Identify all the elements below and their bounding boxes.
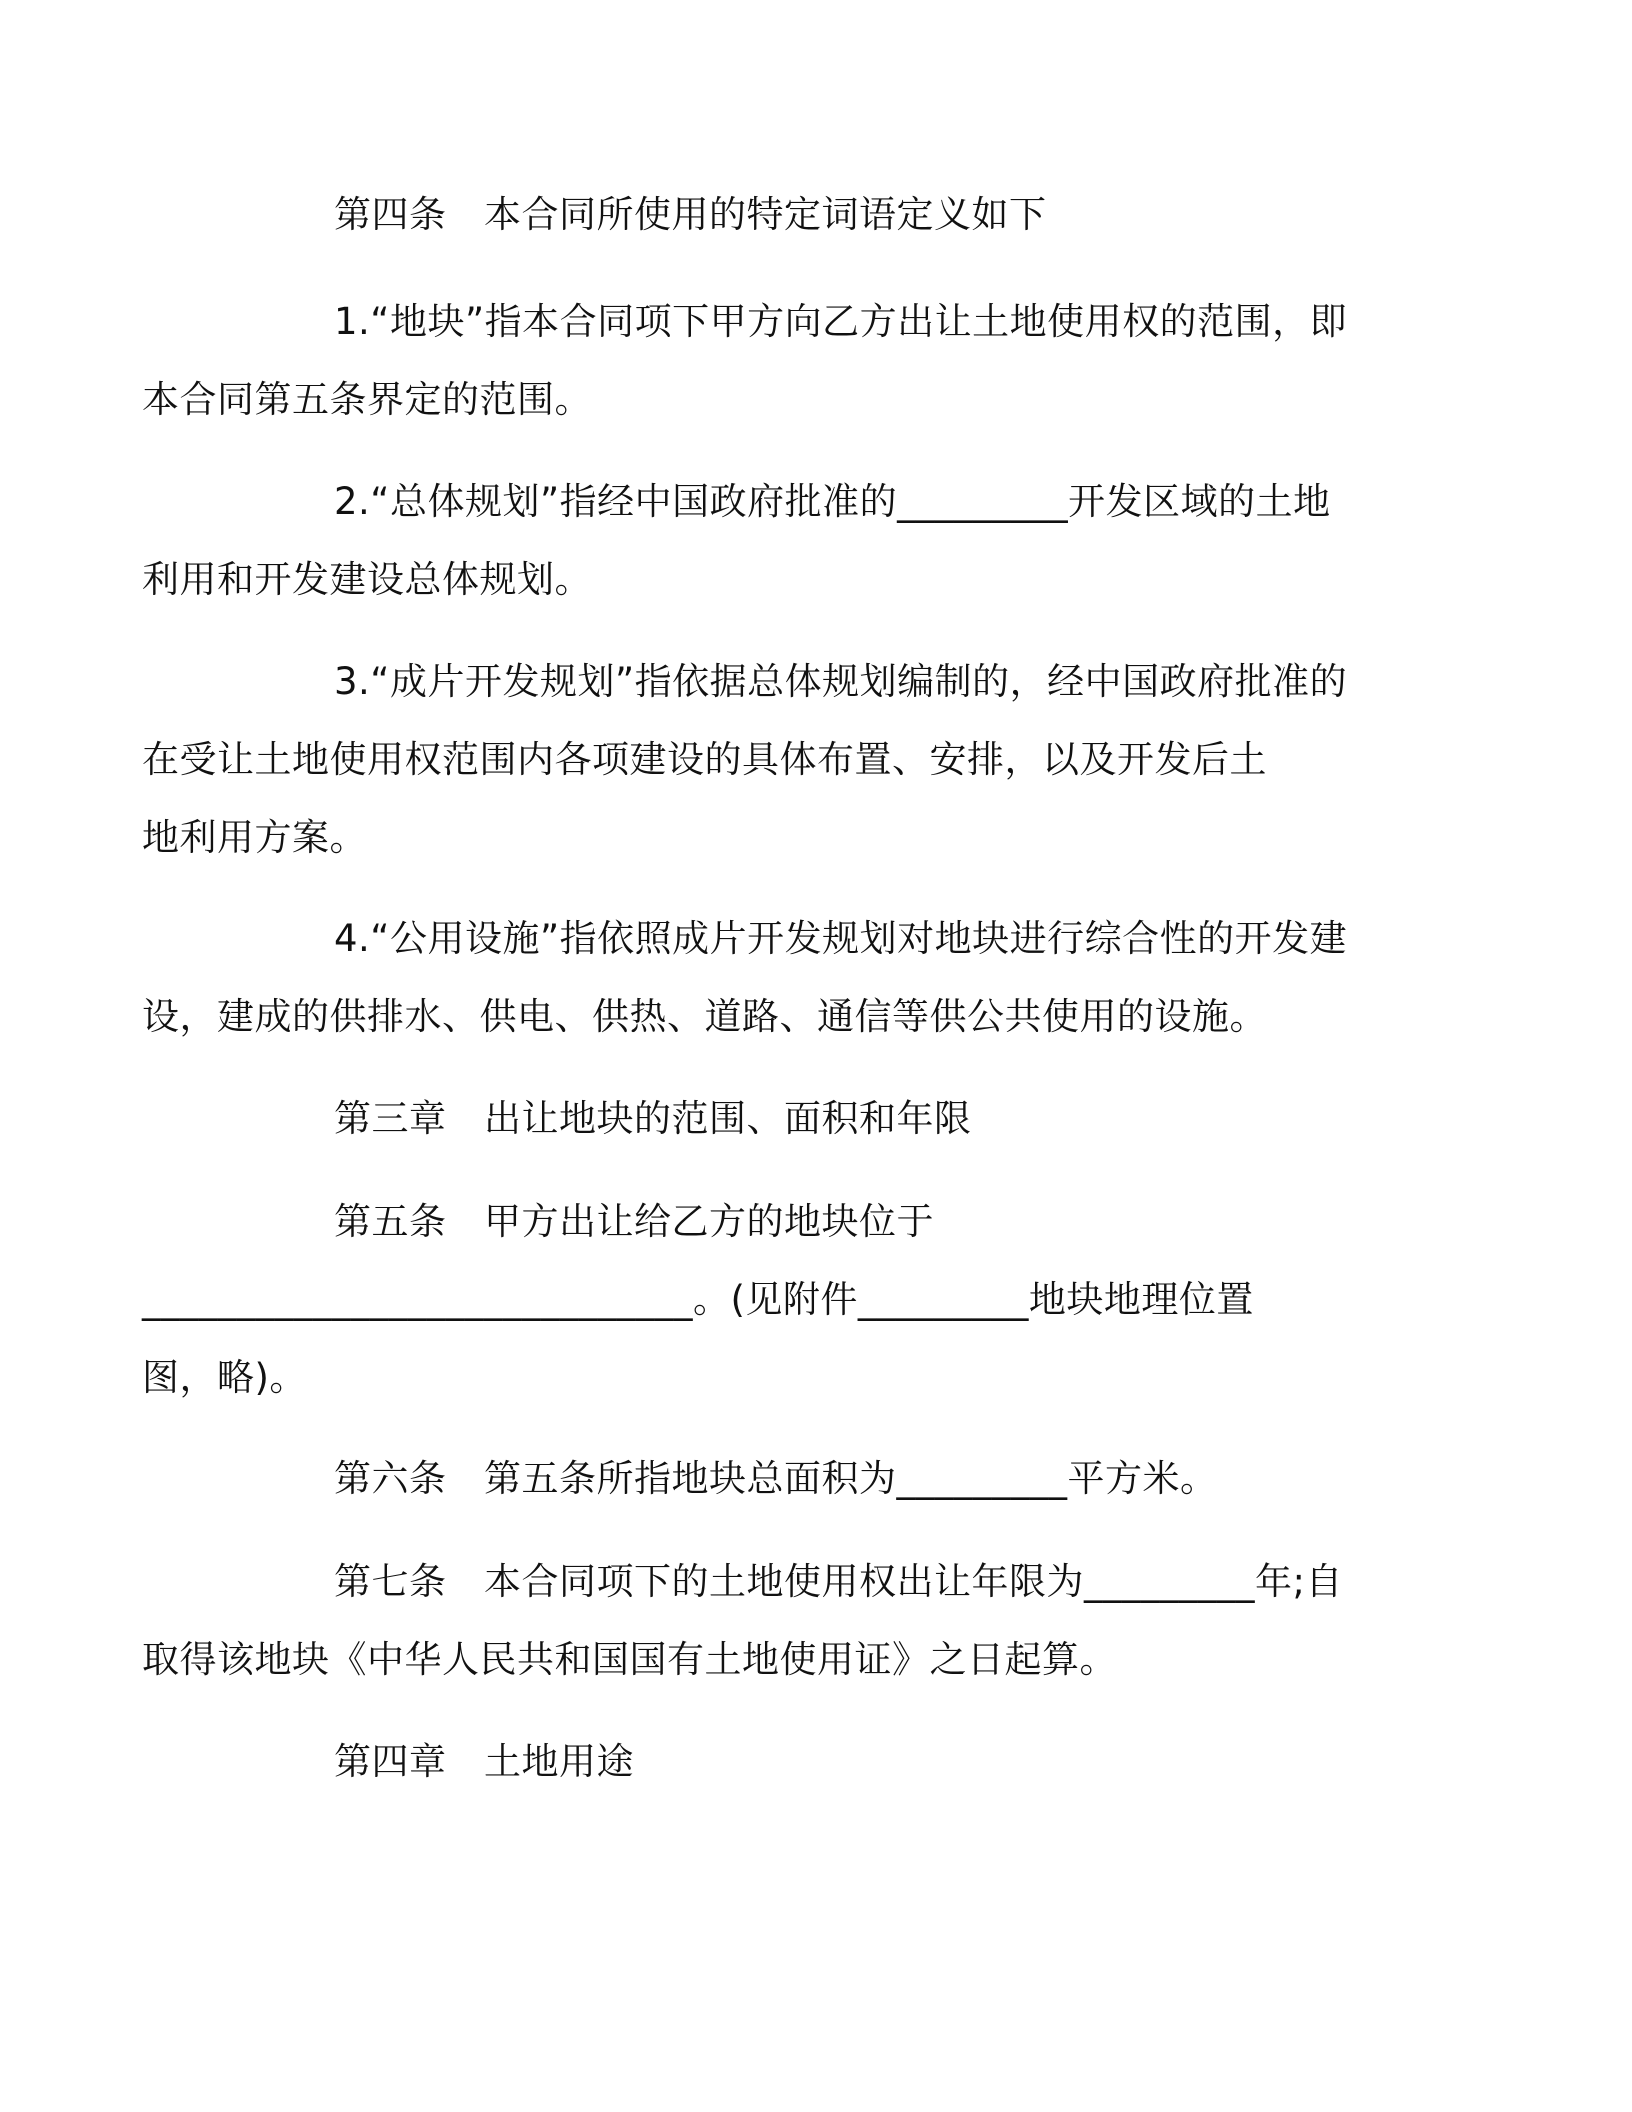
chapter-3-heading — [238, 1080, 1378, 1158]
text-line: 图，略)。 — [142, 1356, 307, 1399]
text-line: 第六条 第五条所指地块总面积为_________平方米。 — [334, 1457, 1218, 1500]
text-line: 设，建成的供排水、供电、供热、道路、通信等供公共使用的设施。 — [142, 995, 1267, 1038]
text-line: 地利用方案。 — [142, 816, 367, 859]
text-line: 本合同第五条界定的范围。 — [142, 378, 592, 421]
text-line: 1.“地块”指本合同项下甲方向乙方出让土地使用权的范围，即 — [334, 300, 1348, 343]
article-7 — [142, 1543, 1378, 1699]
text-line: 取得该地块《中华人民共和国国有土地使用证》之日起算。 — [142, 1638, 1117, 1681]
text-line: 第四条 本合同所使用的特定词语定义如下 — [334, 193, 1047, 236]
text-line: 3.“成片开发规划”指依据总体规划编制的，经中国政府批准的 — [334, 660, 1348, 703]
text-line: 4.“公用设施”指依照成片开发规划对地块进行综合性的开发建 — [334, 917, 1348, 960]
text-line: 第五条 甲方出让给乙方的地块位于 — [334, 1200, 934, 1243]
definition-3 — [142, 643, 1378, 877]
article-6 — [238, 1440, 1378, 1518]
chapter-4-heading — [238, 1723, 1378, 1801]
article-5 — [142, 1183, 1378, 1417]
definition-2 — [142, 463, 1378, 619]
text-line: 利用和开发建设总体规划。 — [142, 558, 592, 601]
text-line: 第三章 出让地块的范围、面积和年限 — [334, 1097, 972, 1140]
text-line: _____________________________。(见附件_________地块地理位置 — [142, 1278, 1254, 1321]
definition-1 — [142, 283, 1378, 439]
text-line: 第四章 土地用途 — [334, 1740, 634, 1783]
definition-4 — [142, 900, 1378, 1056]
text-line: 2.“总体规划”指经中国政府批准的_________开发区域的土地 — [334, 480, 1331, 523]
text-line: 在受让土地使用权范围内各项建设的具体布置、安排，以及开发后土 — [142, 738, 1267, 781]
text-line: 第七条 本合同项下的土地使用权出让年限为_________年;自 — [334, 1560, 1343, 1603]
article-4-heading — [238, 176, 1378, 254]
